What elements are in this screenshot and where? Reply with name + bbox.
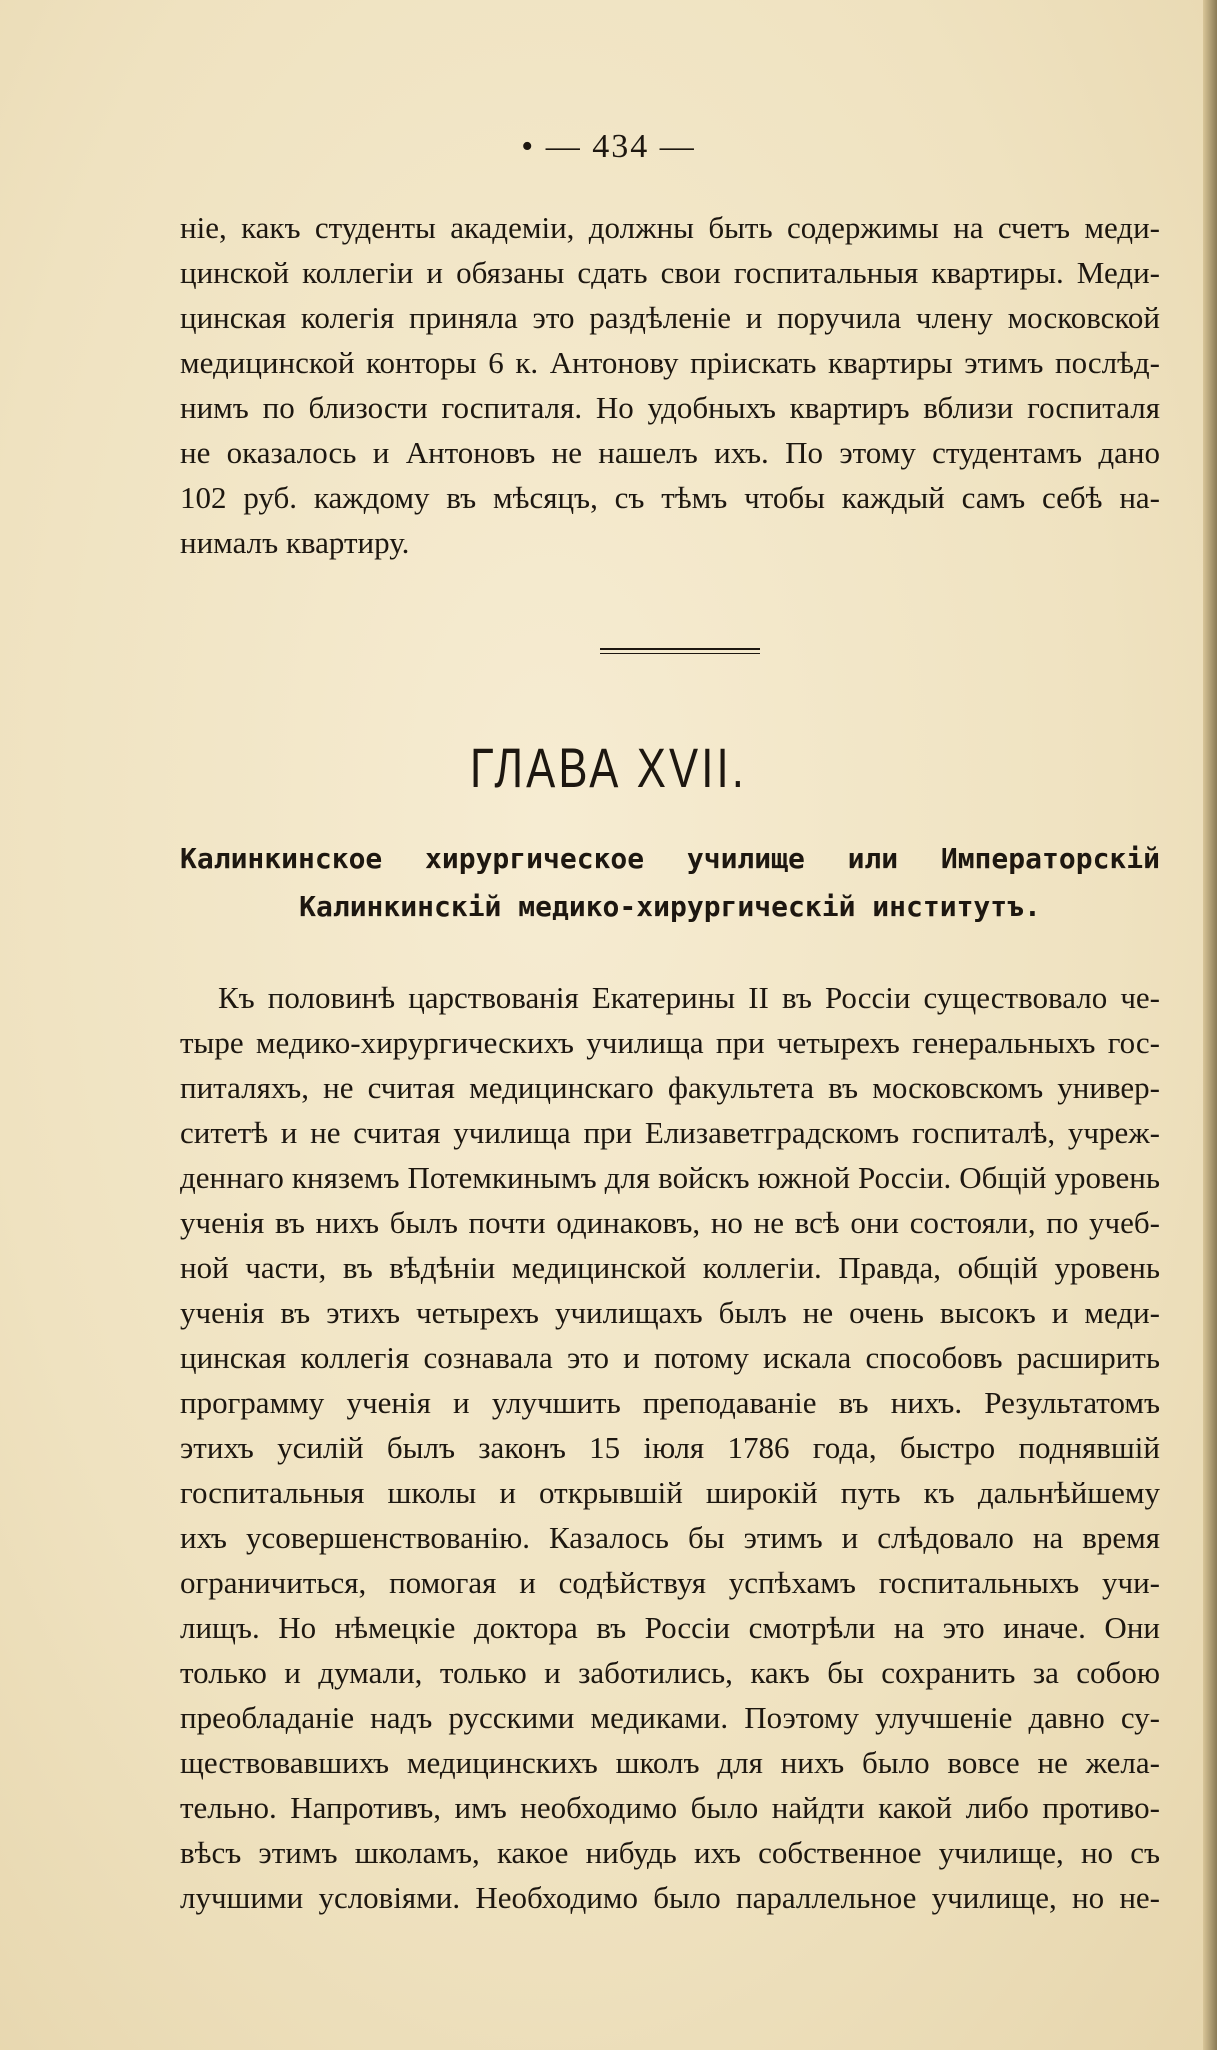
page-number: • — 434 —: [521, 128, 696, 165]
text-line: ихъ усовершенствованію. Казалось бы этимъ и слѣдовало на время: [180, 1520, 1160, 1555]
text-line: ограничиться, помогая и содѣйствуя успѣхамъ госпитальныхъ учи-: [180, 1565, 1160, 1600]
text-line: медицинской конторы 6 к. Антонову пріискать квартиры этимъ послѣд-: [180, 345, 1160, 380]
body-paragraph: [180, 975, 1160, 1920]
text-line: тельно. Напротивъ, имъ необходимо было найдти какой либо противо-: [180, 1790, 1160, 1825]
text-line: цинская коллегія сознавала это и потому искала способовъ расширить: [180, 1340, 1160, 1375]
chapter-subtitle-line-2: Калинкинскій медико-хирургическій институтъ.: [299, 890, 1041, 923]
text-line: вѣсъ этимъ школамъ, какое нибудь ихъ собственное училище, но съ: [180, 1835, 1160, 1870]
text-line: 102 руб. каждому въ мѣсяцъ, съ тѣмъ чтобы каждый самъ себѣ на-: [180, 480, 1160, 515]
text-line: нимъ по близости госпиталя. Но удобныхъ квартиръ вблизи госпиталя: [180, 390, 1160, 425]
page-binding-edge: [1203, 0, 1217, 2050]
text-line: ной части, въ вѣдѣніи медицинской коллегіи. Правда, общій уровень: [180, 1250, 1160, 1285]
text-line: ученія въ этихъ четырехъ училищахъ былъ не очень высокъ и меди-: [180, 1295, 1160, 1330]
text-line: деннаго княземъ Потемкинымъ для войскъ южной Россіи. Общій уровень: [180, 1160, 1160, 1195]
text-line: нималъ квартиру.: [180, 525, 410, 560]
text-line: питаляхъ, не считая медицинскаго факультета въ московскомъ универ-: [180, 1070, 1160, 1105]
text-line: ніе, какъ студенты академіи, должны быть содержимы на счетъ меди-: [180, 210, 1160, 245]
chapter-subtitle-line-1: Калинкинское хирургическое училище или Императорскій: [180, 842, 1160, 875]
text-line: лищъ. Но нѣмецкіе доктора въ Россіи смотрѣли на это иначе. Они: [180, 1610, 1160, 1645]
text-line: ситетѣ и не считая училища при Елизаветградскомъ госпиталѣ, учреж-: [180, 1115, 1160, 1150]
text-line: тыре медико-хирургическихъ училища при четырехъ генеральныхъ гос-: [180, 1025, 1160, 1060]
text-line: госпитальныя школы и открывшій широкій путь къ дальнѣйшему: [180, 1475, 1160, 1510]
text-line: этихъ усилій былъ законъ 15 іюля 1786 года, быстро поднявшій: [180, 1430, 1160, 1465]
text-line: ществовавшихъ медицинскихъ школъ для нихъ было вовсе не жела-: [180, 1745, 1160, 1780]
text-line: преобладаніе надъ русскими медиками. Поэтому улучшеніе давно су-: [180, 1700, 1160, 1735]
text-line: программу ученія и улучшить преподаваніе въ нихъ. Результатомъ: [180, 1385, 1160, 1420]
text-line: ученія въ нихъ былъ почти одинаковъ, но не всѣ они состояли, по учеб-: [180, 1205, 1160, 1240]
section-divider: [600, 648, 760, 654]
text-line: лучшими условіями. Необходимо было параллельное училище, но не-: [180, 1880, 1160, 1915]
chapter-title: ГЛАВА XVII.: [470, 736, 747, 799]
text-line: Къ половинѣ царствованія Екатерины II въ Россіи существовало че-: [218, 980, 1160, 1015]
text-line: не оказалось и Антоновъ не нашелъ ихъ. По этому студентамъ дано: [180, 435, 1160, 470]
text-line: цинская колегія приняла это раздѣленіе и поручила члену московской: [180, 300, 1160, 335]
text-line: только и думали, только и заботились, какъ бы сохранить за собою: [180, 1655, 1160, 1690]
text-line: цинской коллегіи и обязаны сдать свои госпитальныя квартиры. Меди-: [180, 255, 1160, 290]
top-paragraph: [180, 205, 1160, 565]
